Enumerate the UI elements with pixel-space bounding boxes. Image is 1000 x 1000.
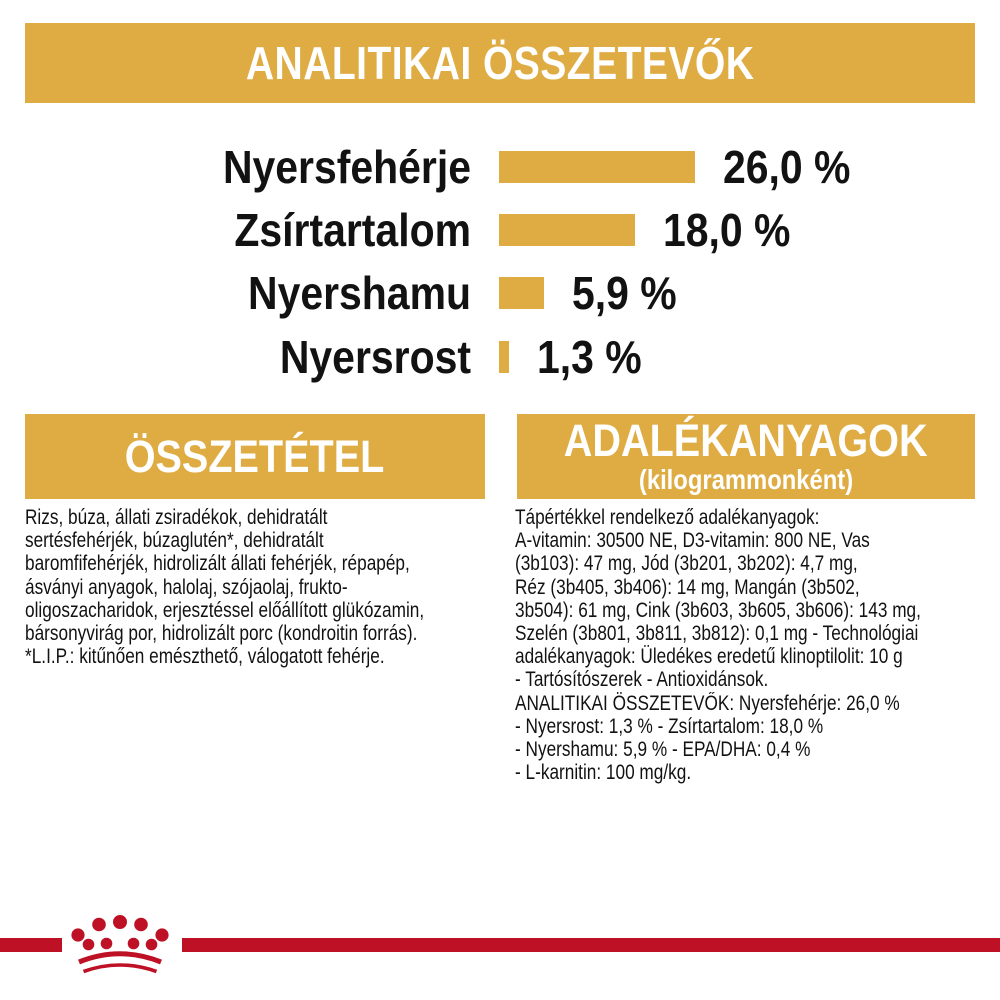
- text-line: adalékanyagok: Üledékes eredetű klinoptilolit: 10 g: [515, 645, 903, 669]
- chart-value: 5,9 %: [571, 267, 677, 320]
- text-line: *L.I.P.: kitűnően emészthető, válogatott fehérje.: [25, 645, 385, 669]
- bar-nyersfeherje: [499, 151, 695, 183]
- text-line: baromfifehérjék, hidrolizált állati fehérjék, répapép,: [25, 552, 410, 576]
- nutrition-bar-chart: [0, 135, 1000, 389]
- chart-label: Nyersfehérje: [222, 140, 471, 193]
- banner-title: ANALITIKAI ÖSSZETEVŐK: [245, 37, 755, 89]
- text-line: - Nyershamu: 5,9 % - EPA/DHA: 0,4 %: [515, 738, 811, 762]
- chart-row-nyersfeherje: [0, 135, 1000, 198]
- analytical-components-banner: [25, 23, 975, 103]
- additives-header-box: [517, 414, 975, 499]
- chart-row-nyershamu: [0, 262, 1000, 325]
- chart-row-nyersrost: [0, 325, 1000, 388]
- composition-text: [25, 506, 490, 668]
- additives-header: ADALÉKANYAGOK: [564, 414, 928, 466]
- bar-nyershamu: [499, 277, 544, 309]
- bar-zsirtartalom: [499, 214, 635, 246]
- text-line: ANALITIKAI ÖSSZETEVŐK: Nyersfehérje: 26,0 %: [515, 691, 900, 715]
- royal-canin-crown-logo-icon: [55, 902, 185, 982]
- chart-label: Nyershamu: [247, 267, 471, 320]
- chart-value: 18,0 %: [662, 204, 791, 257]
- text-line: - Tartósítószerek - Antioxidánsok.: [515, 668, 769, 692]
- additives-subheader: (kilogrammonként): [638, 463, 854, 495]
- text-line: bársonyvirág por, hidrolizált porc (kondroitin forrás).: [25, 622, 418, 646]
- additives-text: [515, 506, 977, 784]
- text-line: - Nyersrost: 1,3 % - Zsírtartalom: 18,0 %: [515, 714, 824, 738]
- text-line: 3b504): 61 mg, Cink (3b603, 3b605, 3b606): 143 mg,: [515, 598, 921, 622]
- chart-value: 26,0 %: [723, 140, 851, 193]
- chart-row-zsirtartalom: [0, 198, 1000, 261]
- text-line: Szelén (3b801, 3b811, 3b812): 0,1 mg - Technológiai: [515, 622, 919, 646]
- composition-header: ÖSSZETÉTEL: [125, 431, 385, 482]
- brand-line-left: [0, 938, 62, 952]
- text-line: - L-karnitin: 100 mg/kg.: [515, 761, 692, 785]
- bar-nyersrost: [499, 341, 509, 373]
- text-line: Tápértékkel rendelkező adalékanyagok:: [515, 506, 820, 529]
- chart-label: Zsírtartalom: [234, 204, 471, 257]
- text-line: ásványi anyagok, halolaj, szójaolaj, frukto-: [25, 575, 348, 599]
- brand-line-right: [182, 938, 1000, 952]
- text-line: oligoszacharidok, erjesztéssel előállított glükózamin,: [25, 598, 425, 622]
- chart-value: 1,3 %: [536, 330, 642, 383]
- text-line: Rizs, búza, állati zsiradékok, dehidratált: [25, 506, 328, 529]
- text-line: sertésfehérjék, búzaglutén*, dehidratált: [25, 529, 324, 553]
- text-line: A-vitamin: 30500 NE, D3-vitamin: 800 NE, Vas: [515, 529, 870, 553]
- text-line: (3b103): 47 mg, Jód (3b201, 3b202): 4,7 mg,: [515, 552, 858, 576]
- chart-label: Nyersrost: [279, 330, 471, 383]
- composition-header-box: [25, 414, 485, 499]
- text-line: Réz (3b405, 3b406): 14 mg, Mangán (3b502,: [515, 575, 860, 599]
